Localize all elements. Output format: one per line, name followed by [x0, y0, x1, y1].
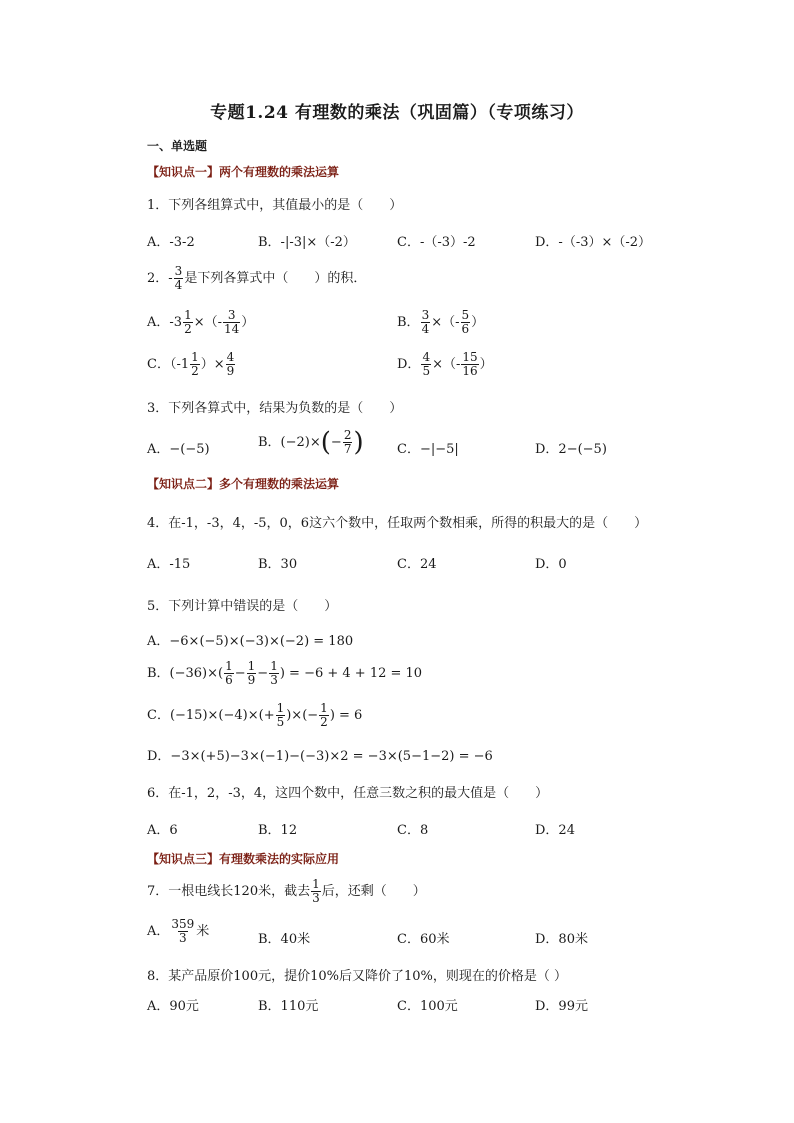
- q6-option-a: A．6: [147, 823, 178, 838]
- fraction: $\frac{3}{4}$: [174, 264, 183, 292]
- knowledge-point-1: 【知识点一】两个有理数的乘法运算: [147, 165, 340, 179]
- question-4-stem: 4．在-1，-3，4，-5，0，6这六个数中，任取两个数相乘，所得的积最大的是（ ）: [147, 516, 648, 531]
- q5-option-b: B．(−36)×( $\frac{1}{6}$ − $\frac{1}{9}$ − $\frac{1}{3}$ ) = −6 + 4 + 12 = 10: [147, 659, 423, 687]
- q1-option-a: A．-3-2: [147, 235, 195, 250]
- q7-option-a: A． $\frac{359}{3}$ 米: [147, 917, 210, 945]
- q2-option-a: A．-3 $\frac{1}{2}$ ×（- $\frac{3}{14}$ ）: [147, 308, 255, 336]
- q3-option-a: A．−(−5): [147, 442, 210, 457]
- q8-option-c: C．100元: [397, 999, 458, 1014]
- q6-option-d: D．24: [535, 823, 575, 838]
- q1-option-d: D．-（-3）×（-2）: [535, 235, 652, 250]
- q7-option-c: C．60米: [397, 932, 450, 947]
- q3-option-d: D．2−(−5): [535, 442, 607, 457]
- q8-option-b: B．110元: [258, 999, 319, 1014]
- knowledge-point-2: 【知识点二】多个有理数的乘法运算: [147, 477, 340, 491]
- q1-option-b: B．-|-3|×（-2）: [258, 235, 356, 250]
- question-3-stem: 3．下列各算式中，结果为负数的是（ ）: [147, 401, 403, 416]
- question-2-stem: 2．- $\frac{3}{4}$ 是下列各算式中（ ）的积．: [147, 264, 367, 292]
- q6-option-c: C．8: [397, 823, 429, 838]
- question-7-stem: 7．一根电线长120米，截去 $\frac{1}{3}$ 后，还剩（ ）: [147, 877, 426, 905]
- q4-option-c: C．24: [397, 557, 437, 572]
- q8-option-d: D．99元: [535, 999, 588, 1014]
- q1-option-c: C．-（-3）-2: [397, 235, 476, 250]
- section-heading: 一、单选题: [147, 139, 208, 153]
- q4-option-a: A．-15: [147, 557, 191, 572]
- q7-option-d: D．80米: [535, 932, 588, 947]
- q6-option-b: B．12: [258, 823, 298, 838]
- q5-option-c: C．(−15)×(−4)×(+ $\frac{1}{5}$ )×(− $\frac{1}{2}$ ) = 6: [147, 701, 363, 729]
- question-6-stem: 6．在-1，2，-3，4，这四个数中，任意三数之积的最大值是（ ）: [147, 786, 549, 801]
- q7-option-b: B．40米: [258, 932, 311, 947]
- knowledge-point-3: 【知识点三】有理数乘法的实际应用: [147, 852, 340, 866]
- q5-option-d: D．−3×(+5)−3×(−1)−(−3)×2 = −3×(5−1−2) = −6: [147, 749, 493, 764]
- q8-option-a: A．90元: [147, 999, 199, 1014]
- q2-option-d: D． $\frac{4}{5}$ ×（- $\frac{15}{16}$ ）: [397, 350, 493, 378]
- question-8-stem: 8．某产品原价100元，提价10%后又降价了10%，则现在的价格是（ ）: [147, 969, 568, 984]
- q2-option-c: C．（-1 $\frac{1}{2}$ ）× $\frac{4}{9}$: [147, 350, 235, 378]
- q4-option-d: D．0: [535, 557, 567, 572]
- question-1-stem: 1．下列各组算式中，其值最小的是（ ）: [147, 198, 403, 213]
- q3-option-b: B．(−2)×(− $\frac{2}{7}$ ): [258, 427, 364, 458]
- q5-option-a: A．−6×(−5)×(−3)×(−2) = 180: [147, 634, 354, 649]
- page-title: 专题1.24 有理数的乘法（巩固篇）（专项练习）: [210, 103, 584, 123]
- question-5-stem: 5．下列计算中错误的是（ ）: [147, 599, 338, 614]
- q2-option-b: B． $\frac{3}{4}$ ×（- $\frac{5}{6}$ ）: [397, 308, 485, 336]
- q3-option-c: C．−|−5|: [397, 442, 459, 457]
- q4-option-b: B．30: [258, 557, 298, 572]
